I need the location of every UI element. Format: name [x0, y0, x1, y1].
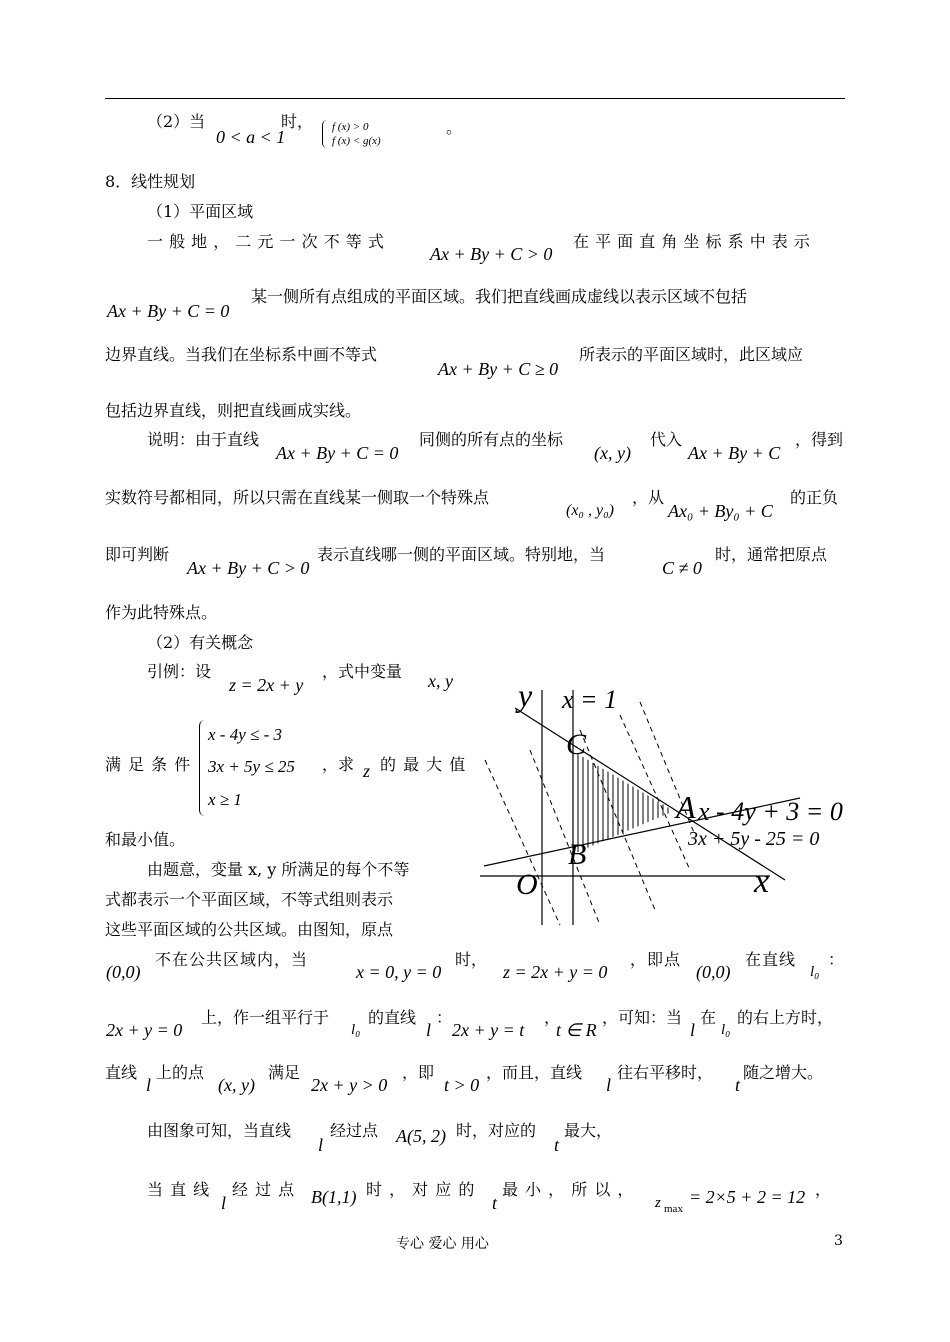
p3-l3d: ，即 — [402, 1063, 435, 1082]
p3-l2m1: 2x + y = 0 — [106, 1020, 183, 1040]
para2-l1d: ，得到 — [795, 430, 844, 449]
p3-l2g: 的右上方时， — [737, 1008, 834, 1027]
p3-l2m6: l — [690, 1020, 696, 1040]
ex-brace — [199, 720, 205, 816]
para2-l1m2: (x, y) — [594, 443, 631, 463]
p3-l3m3: 2x + y > 0 — [311, 1075, 388, 1095]
sub1-heading: （1）平面区域 — [147, 202, 254, 221]
ex-c2: 3x + 5y ≤ 25 — [208, 757, 295, 776]
p3-l3e: ，而且，直线 — [486, 1063, 583, 1082]
p3-l1d: 在直线 — [745, 950, 797, 969]
para1-l3a: 边界直线。当我们在坐标系中画不等式 — [105, 345, 378, 364]
ex-l2a: 满 足 条 件 — [105, 755, 192, 774]
p3-l2d: ， — [544, 1008, 561, 1027]
p3-l1a: 不在公共区域内，当 — [155, 950, 309, 969]
graph-label-C: C — [566, 728, 587, 761]
p1-text: （2）当 — [147, 112, 206, 131]
p5-a: 当 直 线 — [147, 1180, 211, 1199]
p3-l2m7: l₀ — [721, 1022, 731, 1038]
p3-l3m4: t > 0 — [444, 1075, 480, 1095]
p3-l2m3: l — [426, 1020, 432, 1040]
para2-l2a: 实数符号都相同，所以只需在直线某一侧取一个特殊点 — [105, 488, 490, 507]
p3-l1b: 时， — [455, 950, 488, 969]
para1-l1a: 一 般 地 ， 二 元 一 次 不 等 式 — [147, 232, 385, 251]
para1-l2m: Ax + By + C = 0 — [107, 301, 230, 321]
graph-label-eqB: 3x + 5y - 25 = 0 — [688, 828, 820, 850]
p4-m2: A(5, 2) — [396, 1126, 446, 1146]
sub2-heading: （2）有关概念 — [147, 633, 254, 652]
p3-l2m2: l₀ — [351, 1022, 361, 1038]
p3-l2m4: 2x + y = t — [452, 1020, 525, 1040]
para1-l2b: 某一侧所有点组成的平面区域。我们把直线画成虚线以表示区域不包括 — [251, 287, 748, 306]
footer-text: 专心 爱心 用心 — [396, 1236, 489, 1252]
ex-l2m: z — [363, 761, 371, 781]
p3-l3m1: l — [146, 1075, 152, 1095]
para2-l1a: 说明：由于直线 — [147, 430, 260, 449]
p3-l3b: 上的点 — [156, 1063, 205, 1082]
graph-label-A: A — [676, 789, 696, 825]
para2-l2m2: Ax₀ + By₀ + C — [668, 501, 773, 521]
para1-l1m: Ax + By + C > 0 — [430, 244, 553, 264]
p4-c: 时，对应的 — [456, 1121, 537, 1140]
graph-label-O: O — [516, 868, 538, 901]
para2-l3c: 时，通常把原点 — [715, 545, 828, 564]
para2-l2b: ，从 — [632, 488, 665, 507]
p3-l1m2: x = 0, y = 0 — [356, 962, 442, 982]
p5-e: ， — [815, 1180, 832, 1199]
para2-l1m1: Ax + By + C = 0 — [276, 443, 399, 463]
p3-l3m2: (x, y) — [218, 1075, 255, 1095]
para2-l4: 作为此特殊点。 — [105, 603, 218, 622]
para2-l2c: 的正负 — [790, 488, 839, 507]
p4-m1: l — [318, 1135, 324, 1155]
para2-l3b: 表示直线哪一侧的平面区域。特别地，当 — [317, 545, 606, 564]
ex-l5: 式都表示一个平面区域，不等式组则表示 — [105, 890, 394, 909]
ex-c1: x - 4y ≤ - 3 — [208, 725, 282, 744]
p1-after: 时， — [281, 112, 314, 131]
p3-l3m6: t — [735, 1075, 741, 1095]
p3-l1e: ： — [828, 950, 845, 969]
p1-sys2: f (x) < g(x) — [332, 135, 381, 147]
ex-l2b: ，求 — [322, 755, 355, 774]
para2-l2m1: (x₀ , y₀) — [566, 502, 614, 519]
p3-l3c: 满足 — [268, 1063, 301, 1082]
graph-label-B: B — [568, 838, 587, 871]
ex-l6: 这些平面区域的公共区域。由图知，原点 — [105, 920, 394, 939]
p3-l1m3: z = 2x + y = 0 — [503, 962, 608, 982]
p3-l2c: ： — [436, 1008, 453, 1027]
p5-c: 时 ， 对 应 的 — [366, 1180, 476, 1199]
p4-b: 经过点 — [330, 1121, 379, 1140]
p1-sys1: f (x) > 0 — [332, 121, 369, 133]
graph-label-eqA: x - 4y + 3 = 0 — [698, 797, 843, 826]
p3-l1m1: (0,0) — [106, 962, 141, 982]
graph-label-y: y — [518, 677, 533, 713]
ex-l1m: z = 2x + y — [229, 675, 304, 695]
feasible-region-graph — [470, 670, 850, 960]
para2-l1b: 同侧的所有点的坐标 — [419, 430, 564, 449]
p5-sub: max — [664, 1203, 683, 1215]
ex-l4: 由题意，变量 x, y 所满足的每个不等 — [147, 860, 410, 879]
p1-cond: 0 < a < 1 — [216, 127, 286, 147]
p5-m5: = 2×5 + 2 = 12 — [689, 1187, 806, 1207]
p3-l2a: 上，作一组平行于 — [201, 1008, 330, 1027]
p4-d: 最大， — [564, 1121, 613, 1140]
p5-d: 最 小 ， 所 以 ， — [502, 1180, 635, 1199]
para2-l3m2: C ≠ 0 — [662, 558, 702, 578]
para2-l1c: 代入 — [650, 430, 683, 449]
ex-l1a: 引例：设 — [147, 662, 212, 681]
para1-l3m: Ax + By + C ≥ 0 — [438, 359, 559, 379]
para2-l3m1: Ax + By + C > 0 — [187, 558, 310, 578]
para2-l1m3: Ax + By + C — [688, 443, 781, 463]
header-rule — [105, 98, 845, 99]
p5-b: 经 过 点 — [232, 1180, 296, 1199]
p3-l3g: 随之增大。 — [743, 1063, 824, 1082]
p3-l2e: ，可知：当 — [602, 1008, 683, 1027]
p3-l3m5: l — [606, 1075, 612, 1095]
p1-brace — [322, 120, 327, 148]
ex-l1b: ，式中变量 — [322, 662, 403, 681]
p5-m4: z — [655, 1195, 661, 1211]
para2-l3a: 即可判断 — [105, 545, 170, 564]
p4-m3: t — [554, 1135, 560, 1155]
ex-l2c: 的 最 大 值 — [380, 755, 467, 774]
p3-l2m5: t ∈ R — [556, 1020, 597, 1040]
section-8-heading: 8．线性规划 — [105, 172, 196, 191]
ex-l3: 和最小值。 — [105, 830, 186, 849]
p3-l1m4: (0,0) — [696, 962, 731, 982]
p3-l3f: 往右平移时， — [617, 1063, 714, 1082]
p3-l3a: 直线 — [105, 1063, 138, 1082]
para1-l4: 包括边界直线，则把直线画成实线。 — [105, 401, 362, 420]
ex-c3: x ≥ 1 — [208, 790, 242, 809]
para1-l1b: 在 平 面 直 角 坐 标 系 中 表 示 — [573, 232, 811, 251]
page-number: 3 — [834, 1233, 843, 1249]
ex-l1m2: x, y — [428, 671, 453, 691]
p1-end: 。 — [446, 118, 463, 137]
graph-label-x1: x = 1 — [562, 685, 618, 714]
p5-m3: t — [492, 1193, 498, 1213]
para1-l3b: 所表示的平面区域时，此区域应 — [579, 345, 804, 364]
p5-m1: l — [221, 1193, 227, 1213]
p3-l1m5: l₀ — [810, 964, 820, 980]
line-3x-5y-25 — [515, 708, 785, 880]
p3-l2f: 在 — [700, 1008, 717, 1027]
p3-l1c: ，即点 — [630, 950, 682, 969]
p4-a: 由图象可知，当直线 — [147, 1121, 292, 1140]
p5-m2: B(1,1) — [311, 1187, 357, 1207]
graph-label-x: x — [754, 863, 770, 900]
p3-l2b: 的直线 — [368, 1008, 417, 1027]
region-hatch — [578, 740, 668, 870]
